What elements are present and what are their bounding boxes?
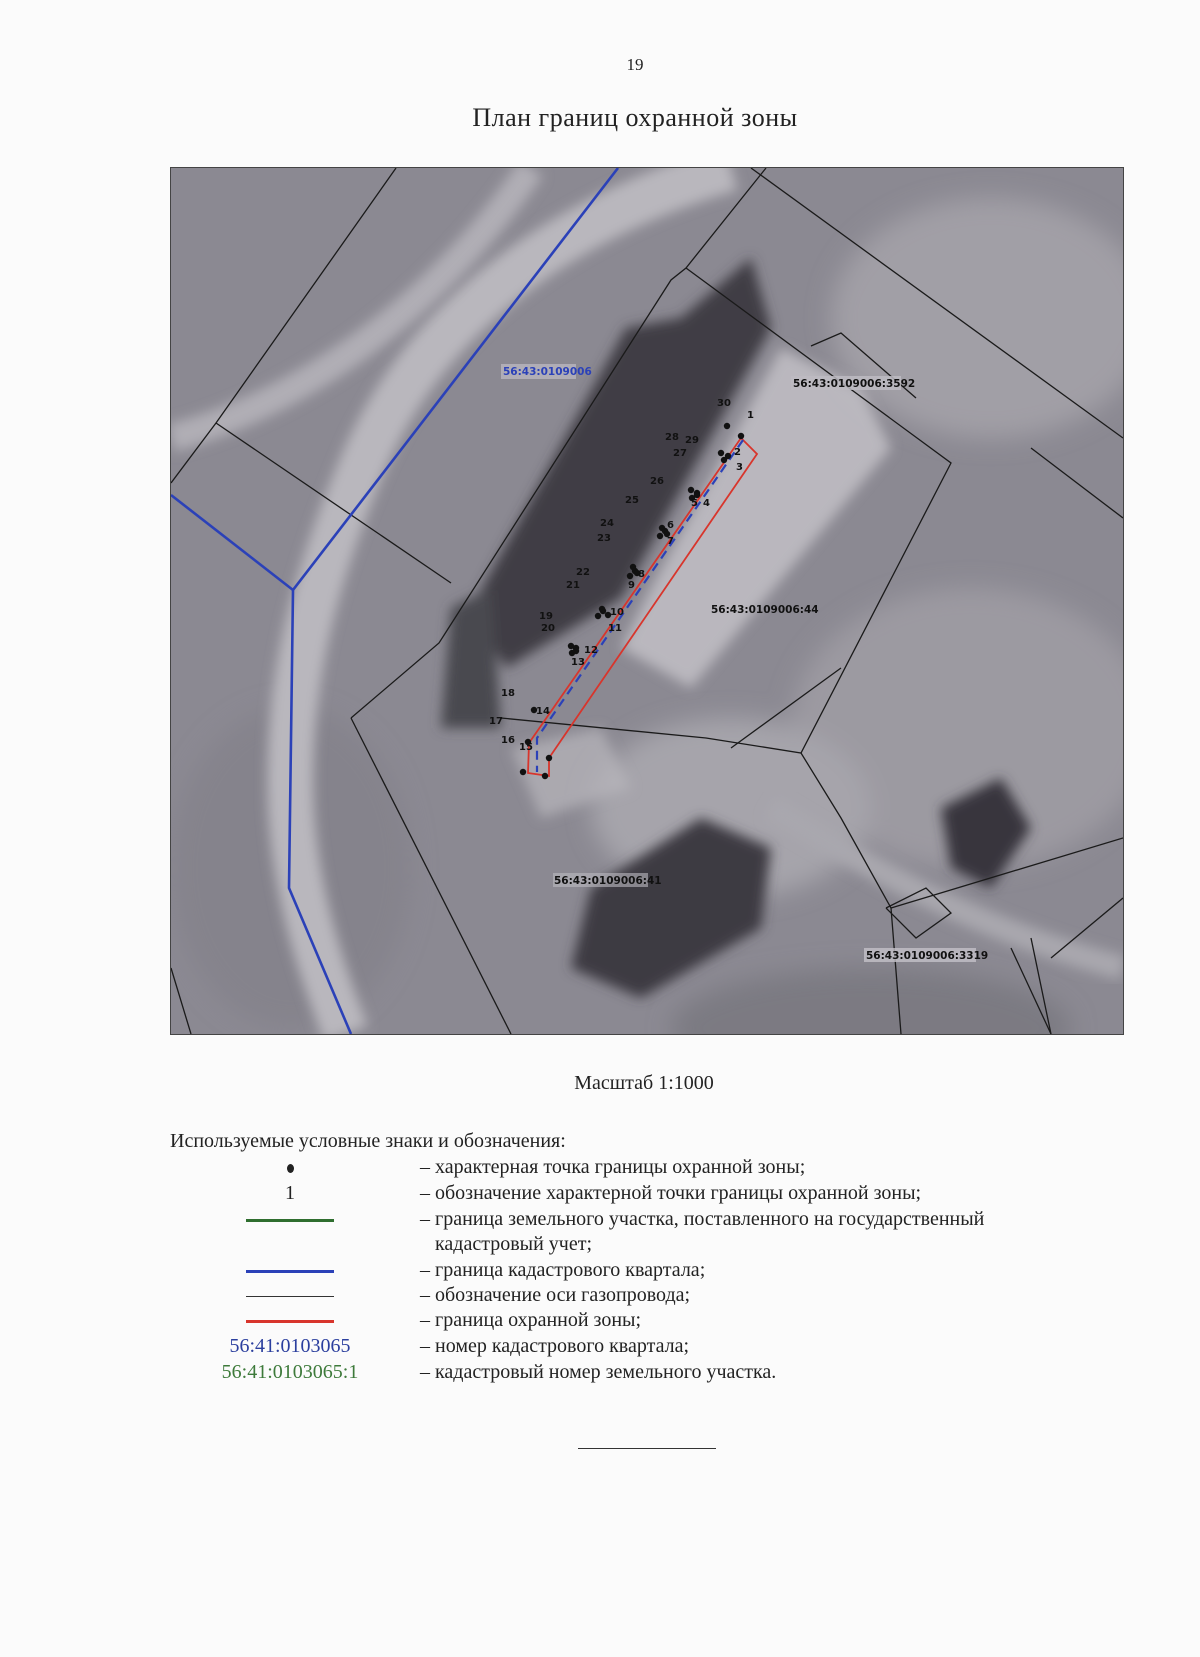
legend-desc: – характерная точка границы охранной зоны; <box>420 1156 806 1178</box>
point-number-label: 20 <box>541 623 555 634</box>
point-number-label: 26 <box>650 476 664 487</box>
legend-symbol-axis-line <box>195 1283 385 1308</box>
point-number-label: 2 <box>734 447 741 458</box>
boundary-point <box>627 573 633 579</box>
boundary-point <box>546 755 552 761</box>
point-number-label: 9 <box>628 580 635 591</box>
end-rule <box>578 1448 716 1449</box>
point-number-label: 1 <box>747 410 754 421</box>
legend-desc: – кадастровый номер земельного участка. <box>420 1361 777 1383</box>
point-number-label: 19 <box>539 611 553 622</box>
point-number-label: 21 <box>566 580 580 591</box>
legend-desc: – обозначение характерной точки границы охранной зоны; <box>420 1182 922 1204</box>
point-number-label: 28 <box>665 432 679 443</box>
legend-desc-cont: кадастровый учет; <box>435 1233 593 1255</box>
quarter-label: 56:43:0109006 <box>503 366 592 378</box>
legend-desc: – граница кадастрового квартала; <box>420 1259 706 1281</box>
boundary-point <box>595 613 601 619</box>
boundary-point <box>568 643 574 649</box>
point-number-label: 17 <box>489 716 503 727</box>
legend-title: Используемые условные знаки и обозначения: <box>170 1130 566 1152</box>
point-number-label: 14 <box>536 706 550 717</box>
boundary-point <box>599 606 605 612</box>
page-number: 19 <box>626 55 644 74</box>
boundary-point <box>724 423 730 429</box>
boundary-point <box>520 769 526 775</box>
legend-desc: – номер кадастрового квартала; <box>420 1335 690 1357</box>
legend-symbol-quarter-number: 56:41:0103065 <box>229 1335 351 1357</box>
point-number-label: 22 <box>576 567 590 578</box>
legend-desc: – граница земельного участка, поставленного на государственный <box>420 1208 985 1230</box>
green-line-icon <box>246 1219 334 1222</box>
point-number-label: 13 <box>571 657 585 668</box>
boundary-point <box>573 648 579 654</box>
legend-symbol-text: 1 <box>285 1182 295 1204</box>
point-number-label: 8 <box>638 569 645 580</box>
boundary-point <box>659 525 665 531</box>
red-line-icon <box>246 1320 334 1323</box>
black-line-icon <box>246 1296 334 1297</box>
point-number-label: 7 <box>667 536 674 547</box>
boundary-point <box>688 487 694 493</box>
point-number-label: 16 <box>501 735 515 746</box>
boundary-point <box>721 457 727 463</box>
point-number-label: 24 <box>600 518 614 529</box>
point-number-label: 11 <box>608 623 622 634</box>
point-number-label: 15 <box>519 742 533 753</box>
legend-symbol-parcel-line <box>195 1207 385 1232</box>
legend-symbol-zone-line <box>195 1308 385 1333</box>
point-number-label: 10 <box>610 607 624 618</box>
point-number-label: 4 <box>703 498 710 509</box>
point-number-label: 18 <box>501 688 515 699</box>
legend-desc: – граница охранной зоны; <box>420 1309 642 1331</box>
point-dot-icon <box>287 1164 294 1173</box>
legend-symbol-point <box>195 1155 385 1180</box>
page-title: План границ охранной зоны <box>472 103 798 132</box>
parcel-label-44: 56:43:0109006:44 <box>711 604 819 616</box>
point-number-label: 27 <box>673 448 687 459</box>
blue-line-icon <box>246 1270 334 1273</box>
legend-symbol-quarter-line <box>195 1258 385 1283</box>
boundary-point <box>718 450 724 456</box>
boundary-point <box>657 533 663 539</box>
legend-desc: – обозначение оси газопровода; <box>420 1284 691 1306</box>
point-number-label: 5 <box>691 498 698 509</box>
map-scale: Масштаб 1:1000 <box>574 1072 714 1094</box>
boundary-point <box>630 564 636 570</box>
map-canvas <box>171 168 1123 1034</box>
point-number-label: 30 <box>717 398 731 409</box>
point-number-label: 12 <box>584 645 598 656</box>
map-view[interactable] <box>170 167 1124 1035</box>
parcel-label-3319: 56:43:0109006:3319 <box>866 950 989 962</box>
point-number-label: 25 <box>625 495 639 506</box>
point-number-label: 29 <box>685 435 699 446</box>
legend-symbol-parcel-number: 56:41:0103065:1 <box>221 1361 359 1383</box>
point-number-label: 6 <box>667 520 674 531</box>
parcel-label-41: 56:43:0109006:41 <box>554 875 662 887</box>
parcel-label-3592: 56:43:0109006:3592 <box>793 378 916 390</box>
point-number-label: 23 <box>597 533 611 544</box>
boundary-point <box>542 773 548 779</box>
point-number-label: 3 <box>736 462 743 473</box>
boundary-point <box>738 433 744 439</box>
